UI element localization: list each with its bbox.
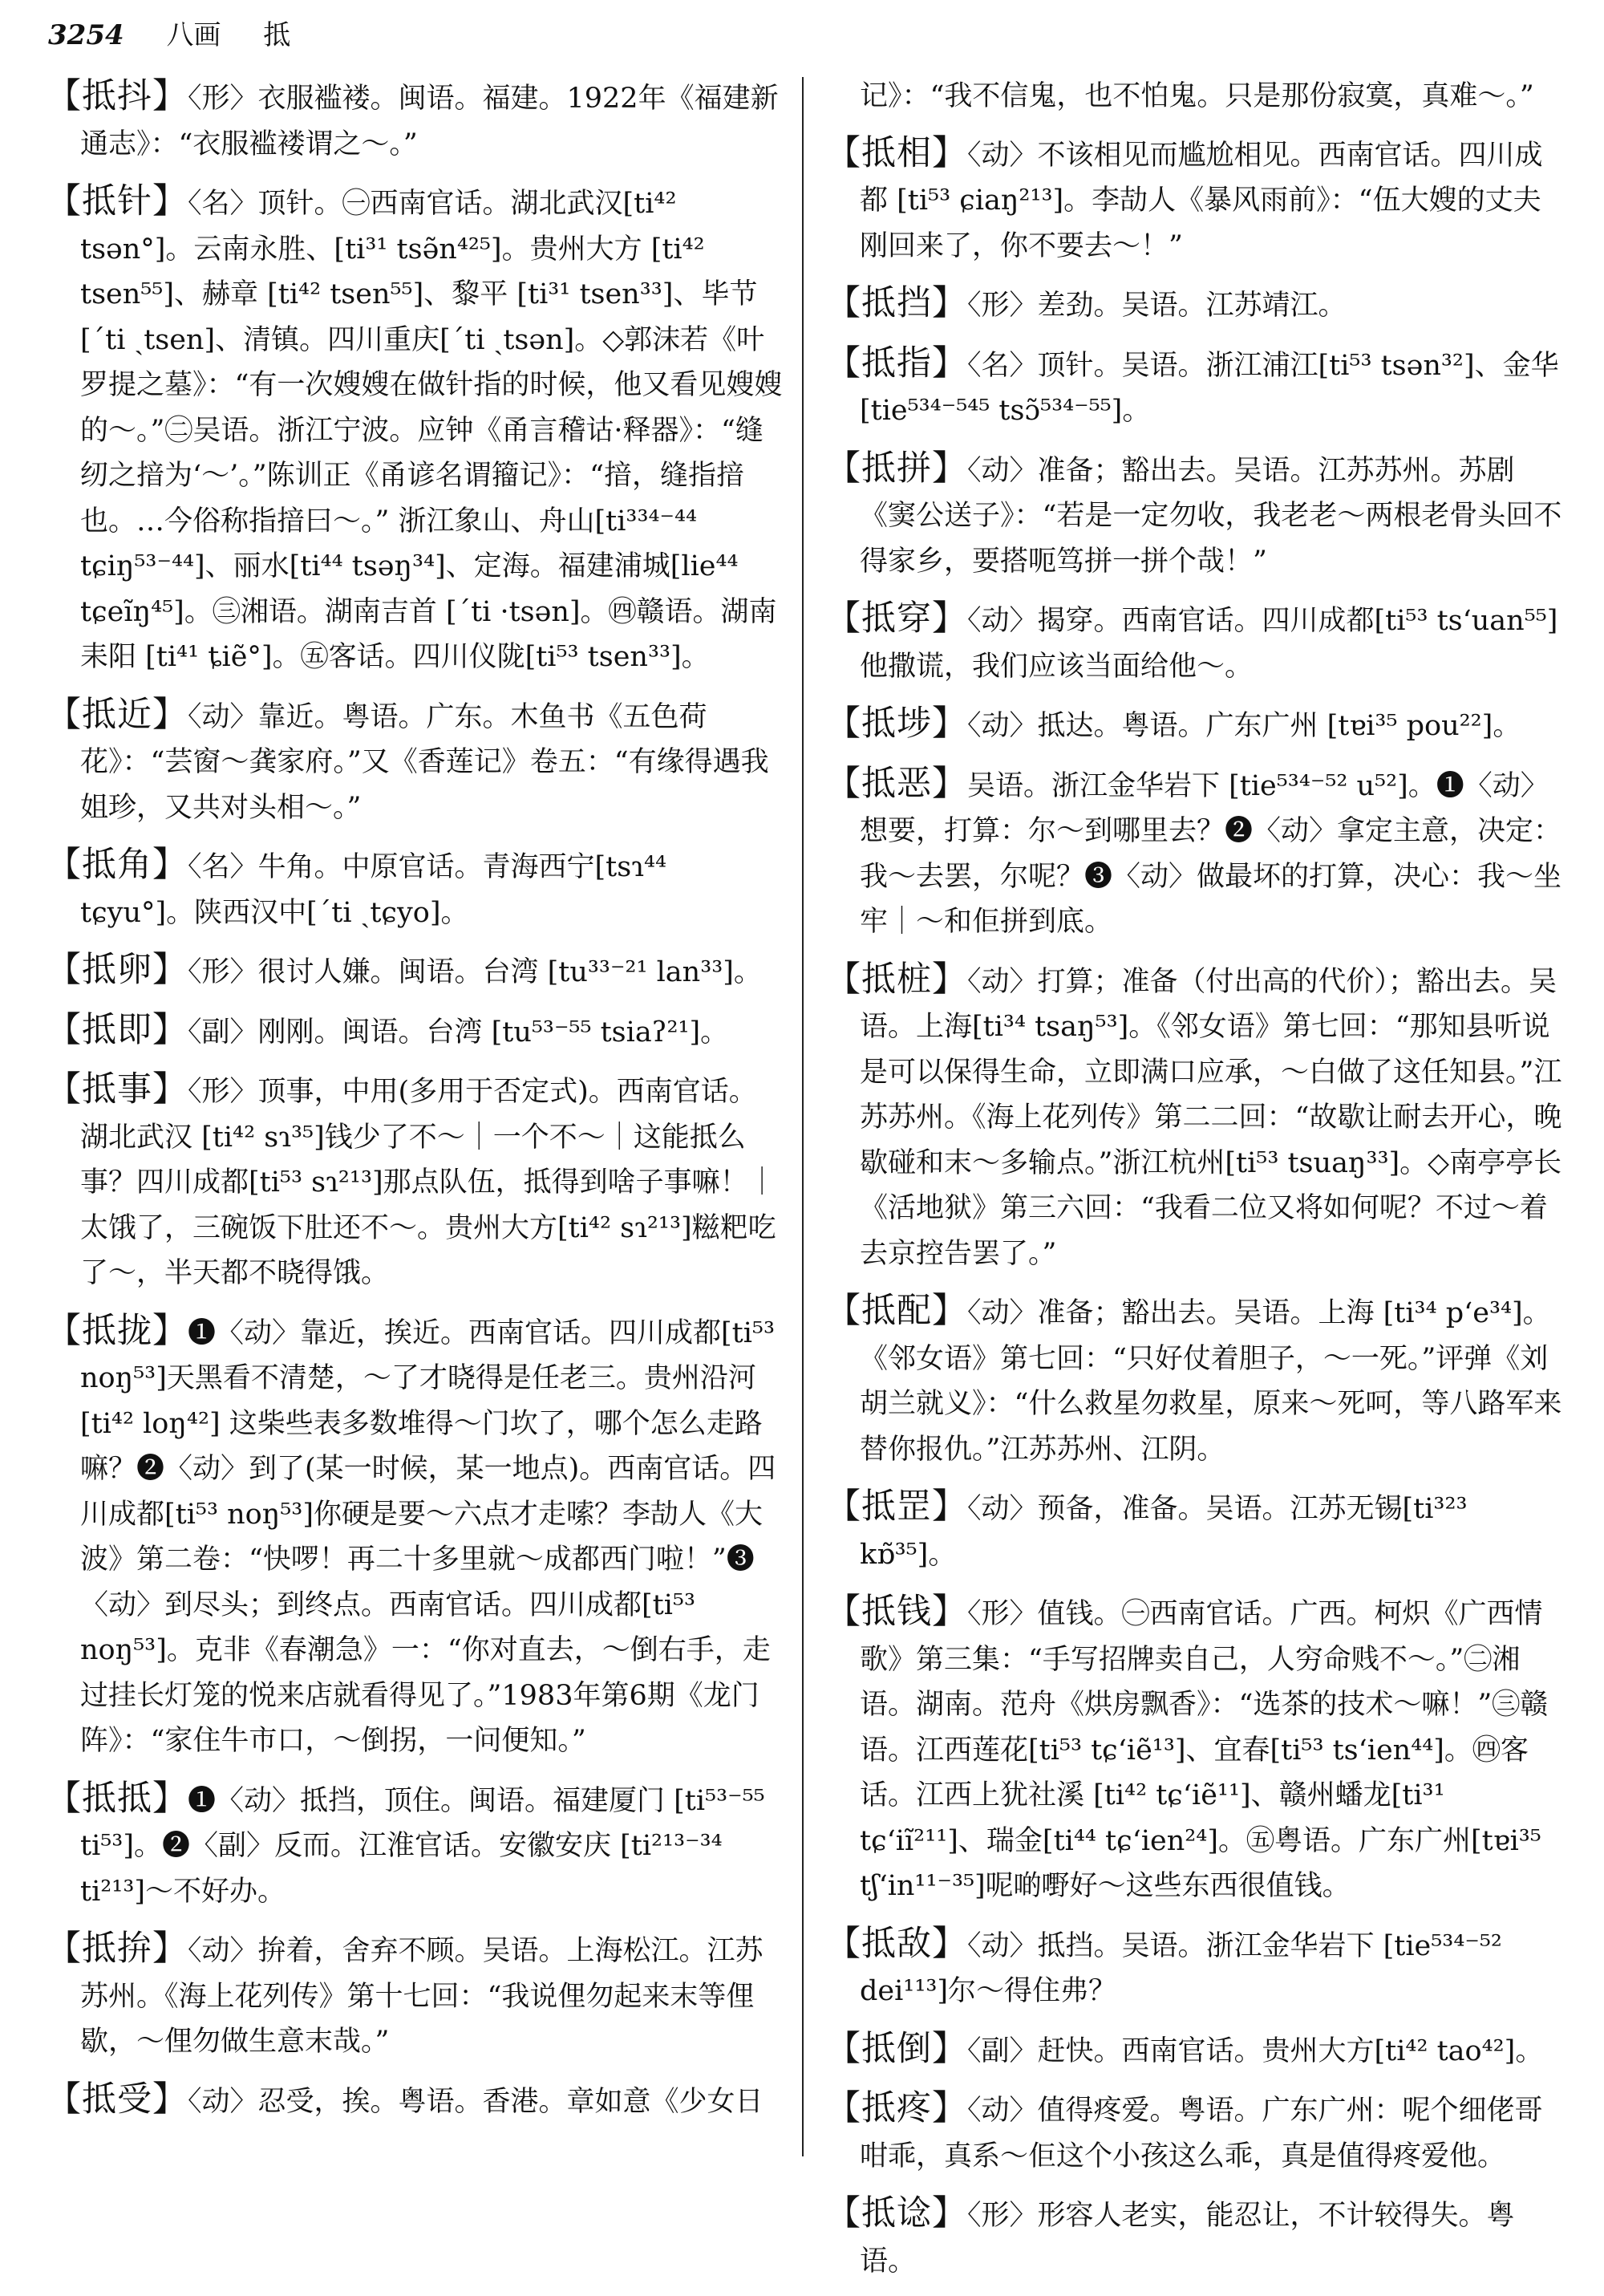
entry-headword: 【抵卵】 xyxy=(47,950,188,990)
entry-headword: 【抵配】 xyxy=(826,1291,967,1331)
entry-headword: 【抵拚】 xyxy=(47,1929,188,1969)
entry-definition: 〈形〉值钱。㊀西南官话。广西。柯炽《广西情歌》第三集：“手写招牌卖自己，人穷命贱不～。”㊁湘语。湖南。范舟《烘房飘香》：“选茶的技术～嘛！”㊂赣语。江西莲花[ti⁵³ tɕʻiẽ¹³]、宜春[ti⁵³ tsʻien⁴⁴]。㊃客话。江西上犹社溪 [ti⁴² tɕʻiẽ¹¹]、赣州蟠龙[ti³¹ tɕʻiĩ²¹¹]、瑞金[ti⁴⁴ tɕʻien²⁴]。㊄粤语。广东广州[tɐi³⁵ tʃʻin¹¹⁻³⁵]呢啲嘢好～这些东西很值钱。 xyxy=(860,1598,1549,1902)
dictionary-entry xyxy=(47,842,784,935)
entry-definition: 〈副〉赶快。西南官话。贵州大方[ti⁴² tao⁴²]。 xyxy=(967,2034,1544,2067)
dictionary-entry xyxy=(47,2077,784,2125)
entry-definition: 〈动〉拚着，舍弃不顾。吴语。上海松江。江苏苏州。《海上花列传》第十七回：“我说俚勿起来末等俚歇，～俚勿做生意末哉。” xyxy=(80,1935,764,2058)
dictionary-entry xyxy=(47,1926,784,2065)
entry-headword: 【抵挡】 xyxy=(826,283,967,323)
dictionary-entry xyxy=(826,446,1564,585)
dictionary-entry xyxy=(826,341,1564,434)
left-column xyxy=(47,74,784,2136)
dictionary-entry xyxy=(826,131,1564,270)
entry-headword: 【抵恶】 xyxy=(826,763,967,804)
entry-definition: 吴语。浙江金华岩下 [tie⁵³⁴⁻⁵² u⁵²]。❶〈动〉想要，打算：尔～到哪里去？❷〈动〉拿定主意，决定：我～去罢，尔呢？❸〈动〉做最坏的打算，决心：我～坐牢｜～和佢拼到底。 xyxy=(860,769,1562,938)
entry-definition: 〈动〉揭穿。西南官话。四川成都[ti⁵³ tsʻuan⁵⁵]他撒谎，我们应该当面给他～。 xyxy=(860,605,1558,683)
entry-definition: ❶〈动〉抵挡，顶住。闽语。福建厦门 [ti⁵³⁻⁵⁵ ti⁵³]。❷〈副〉反而。江淮官话。安徽安庆 [ti²¹³⁻³⁴ ti²¹³]～不好办。 xyxy=(80,1784,765,1908)
dictionary-entry xyxy=(826,1589,1564,1909)
column-divider xyxy=(802,77,804,2156)
dictionary-entry xyxy=(826,281,1564,329)
section-label: 八画 xyxy=(166,19,221,51)
entry-definition: 〈形〉衣服褴褛。闽语。福建。1922年《福建新通志》：“衣服褴褛谓之～。” xyxy=(80,83,779,160)
entry-definition: 〈副〉刚刚。闽语。台湾 [tu⁵³⁻⁵⁵ tsiaʔ²¹]。 xyxy=(188,1016,729,1049)
entry-definition: 〈形〉差劲。吴语。江苏靖江。 xyxy=(967,290,1347,322)
entry-headword: 【抵受】 xyxy=(47,2079,188,2120)
dictionary-entry xyxy=(47,1308,784,1764)
entry-headword: 【抵拼】 xyxy=(826,448,967,489)
dictionary-entry xyxy=(47,692,784,831)
entry-definition: 〈动〉靠近。粤语。广东。木鱼书《五色荷花》：“芸窗～龚家府。”又《香莲记》卷五：“有缘得遇我姐珍，又共对头相～。” xyxy=(80,700,769,824)
entry-definition: 〈动〉抵达。粤语。广东广州 [tɐi³⁵ pou²²]。 xyxy=(967,710,1521,742)
entry-definition: 〈形〉顶事，中用(多用于否定式)。西南官话。湖北武汉 [ti⁴² sɿ³⁵]钱少了不～｜一个不～｜这能抵么事？四川成都[ti⁵³ sɿ²¹³]那点队伍，抵得到啥子事嘛！｜太饿了，三碗饭下肚还不～。贵州大方[ti⁴² sɿ²¹³]糍粑吃了～，半天都不晓得饿。 xyxy=(80,1076,776,1289)
dictionary-entry xyxy=(826,957,1564,1277)
entry-definition: 〈形〉很讨人嫌。闽语。台湾 [tu³³⁻²¹ lan³³]。 xyxy=(188,956,762,988)
dictionary-entry xyxy=(47,74,784,167)
entry-headword: 【抵倒】 xyxy=(826,2028,967,2069)
dictionary-entry xyxy=(826,1484,1564,1577)
entry-definition: 〈动〉不该相见而尴尬相见。西南官话。四川成都 [ti⁵³ ɕiaŋ²¹³]。李劼人《暴风雨前》：“伍大嫂的丈夫刚回来了，你不要去～！” xyxy=(860,139,1543,262)
entry-definition: 〈动〉抵挡。吴语。浙江金华岩下 [tie⁵³⁴⁻⁵² dei¹¹³]尔～得住弗？ xyxy=(860,1929,1502,2007)
dictionary-entry xyxy=(826,2191,1564,2284)
entry-headword: 【抵近】 xyxy=(47,694,188,735)
dictionary-entry xyxy=(47,179,784,680)
dictionary-entry xyxy=(47,1067,784,1296)
entry-headword: 【抵即】 xyxy=(47,1009,188,1050)
entry-continuation: 记》：“我不信鬼，也不怕鬼。只是那份寂寞，真难～。” xyxy=(860,80,1534,112)
entry-headword: 【抵角】 xyxy=(47,845,188,885)
dictionary-entry xyxy=(826,701,1564,749)
entry-headword: 【抵敌】 xyxy=(826,1923,967,1964)
dictionary-entry xyxy=(826,761,1564,945)
entry-definition: ❶〈动〉靠近，挨近。西南官话。四川成都[ti⁵³ noŋ⁵³]天黑看不清楚，～了才晓得是任老三。贵州沿河[ti⁴² loŋ⁴²] 这柴些表多数堆得～门坎了，哪个怎么走路嘛？❷〈动〉到了(某一时候，某一地点)。西南官话。四川成都[ti⁵³ noŋ⁵³]你硬是要～六点才走嗦？李劼人《大波》第二卷：“快啰！再二十多里就～成都西门啦！”❸〈动〉到尽头；到终点。西南官话。四川成都[ti⁵³ noŋ⁵³]。克非《春潮急》一：“你对直去，～倒右手，走过挂长灯笼的悦来店就看得见了。”1983年第6期《龙门阵》：“家住牛市口，～倒拐，一问便知。” xyxy=(80,1316,776,1757)
page-number: 3254 xyxy=(48,19,124,51)
entry-headword: 【抵桩】 xyxy=(826,959,967,1000)
entry-definition: 〈动〉忍受，挨。粤语。香港。章如意《少女日 xyxy=(188,2085,764,2118)
dictionary-entry xyxy=(826,1921,1564,2014)
dictionary-entry xyxy=(47,1008,784,1056)
entry-headword: 【抵疼】 xyxy=(826,2088,967,2128)
entry-headword: 【抵针】 xyxy=(47,181,188,221)
dictionary-entry xyxy=(47,947,784,996)
entry-definition: 〈动〉准备；豁出去。吴语。上海 [ti³⁴ pʻe³⁴]。《邻女语》第七回：“只好仗着胆子，～一死。”评弹《刘胡兰就义》：“什么救星勿救星，原来～死呵，等八路军来替你报仇。”江苏苏州、江阴。 xyxy=(860,1297,1562,1466)
entry-definition: 〈动〉预备，准备。吴语。江苏无锡[ti³²³ kɒ̃³⁵]。 xyxy=(860,1493,1468,1571)
entry-definition: 〈动〉值得疼爱。粤语。广东广州：呢个细佬哥咁乖，真系～佢这个小孩这么乖，真是值得疼爱他。 xyxy=(860,2095,1543,2172)
dictionary-entry xyxy=(826,596,1564,689)
dictionary-entry xyxy=(826,2086,1564,2179)
entry-headword: 【抵抖】 xyxy=(47,76,188,116)
entry-headword: 【抵罡】 xyxy=(826,1487,967,1527)
entry-headword: 【抵谂】 xyxy=(826,2193,967,2233)
page-header xyxy=(48,13,324,61)
dictionary-entry xyxy=(47,1776,784,1915)
right-column xyxy=(826,74,1564,2296)
entry-definition: 〈形〉形容人老实，能忍让，不计较得失。粤语。 xyxy=(860,2200,1515,2278)
entry-headword: 【抵事】 xyxy=(47,1069,188,1109)
entry-headword: 【抵相】 xyxy=(826,132,967,173)
entry-definition: 〈动〉打算；准备（付出高的代价）；豁出去。吴语。上海[ti³⁴ tsaŋ⁵³]。《邻女语》第七回：“那知县听说是可以保得生命，立即满口应承，～白做了这任知县。”江苏苏州。《海上花列传》第二二回：“故歇让耐去开心，晚歇碰和末～多输点。”浙江杭州[ti⁵³ tsuaŋ³³]。◇南亭亭长《活地狱》第三六回：“我看二位又将如何呢？不过～着去京控告罢了。” xyxy=(860,965,1562,1270)
entry-definition: 〈名〉牛角。中原官话。青海西宁[tsɿ⁴⁴ tɕyu°]。陕西汉中[ˊti ˏtɕyo]。 xyxy=(80,851,667,929)
dictionary-entry xyxy=(826,1288,1564,1472)
entry-definition: 〈名〉顶针。㊀西南官话。湖北武汉[ti⁴² tsən°]。云南永胜、[ti³¹ tsə̃n⁴²⁵]。贵州大方 [ti⁴² tsen⁵⁵]、赫章 [ti⁴² tsen⁵⁵]、黎平 [ti³¹ tsen³³]、毕节 [ˊti ˏtsen]、清镇。四川重庆[ˊti ˏtsən]。◇郭沫若《叶罗提之墓》：“有一次嫂嫂在做针指的时候，他又看见嫂嫂的～。”㊁吴语。浙江宁波。应钟《甬言稽诂·释器》：“缝纫之揞为‘～’。”陈训正《甬谚名谓籀记》：“揞，缝指揞也。…今俗称指揞曰～。” 浙江象山、舟山[ti³³⁴⁻⁴⁴ tɕiŋ⁵³⁻⁴⁴]、丽水[ti⁴⁴ tsəŋ³⁴]、定海。福建浦城[lie⁴⁴ tɕeĩŋ⁴⁵]。㊂湘语。湖南吉首 [ˊti ·tsən]。㊃赣语。湖南耒阳 [ti⁴¹ ȶiẽ°]。㊄客话。四川仪陇[ti⁵³ tsen³³]。 xyxy=(80,188,783,673)
entry-headword: 【抵钱】 xyxy=(826,1592,967,1632)
entry-headword: 【抵抵】 xyxy=(47,1778,188,1819)
entry-definition: 〈名〉顶针。吴语。浙江浦江[ti⁵³ tsən³²]、金华[tie⁵³⁴⁻⁵⁴⁵ tsɔ̃⁵³⁴⁻⁵⁵]。 xyxy=(860,349,1559,427)
entry-definition: 〈动〉准备；豁出去。吴语。江苏苏州。苏剧《窦公送子》：“若是一定勿收，我老老～两根老骨头回不得家乡，要搭呃笃拼一拼个哉！” xyxy=(860,454,1562,578)
entry-headword: 【抵指】 xyxy=(826,343,967,383)
entry-headword: 【抵拢】 xyxy=(47,1310,188,1351)
dictionary-entry xyxy=(826,2026,1564,2075)
entry-headword: 【抵穿】 xyxy=(826,598,967,639)
entry-headword: 【抵埗】 xyxy=(826,704,967,744)
section-char: 抵 xyxy=(263,19,291,51)
